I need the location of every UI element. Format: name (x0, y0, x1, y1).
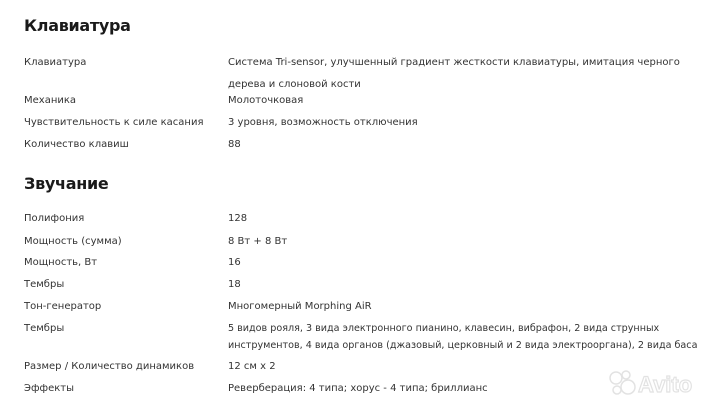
spec-value: 3 уровня, возможность отключения (228, 117, 418, 128)
spec-label: Мощность, Вт (24, 257, 98, 268)
spec-value: Реверберация: 4 типа; хорус - 4 типа; бриллианс (228, 383, 488, 394)
spec-row (0, 318, 720, 351)
spec-value: 5 видов рояля, 3 вида электронного пианино, клавесин, вибрафон, 2 вида струнных инструментов, 4 вида органов (джазовый, церковный и 2 вида электрооргана), 2 вида баса (228, 323, 698, 351)
spec-value: Система Tri-sensor, улучшенный градиент жесткости клавиатуры, имитация черного дерева и слоновой кости (228, 57, 680, 90)
spec-label: Тембры (24, 323, 65, 334)
spec-label: Тон-генератор (24, 301, 102, 312)
spec-label: Полифония (24, 213, 85, 224)
spec-value: 8 Вт + 8 Вт (228, 236, 288, 247)
spec-label: Тембры (24, 279, 65, 290)
spec-value: 16 (228, 257, 241, 268)
spec-value: 128 (228, 213, 248, 224)
spec-label: Чувствительность к силе касания (24, 117, 204, 128)
spec-value: 12 см х 2 (228, 361, 276, 372)
spec-value: 88 (228, 139, 241, 150)
spec-value: Молоточковая (228, 95, 304, 106)
spec-label: Эффекты (24, 383, 74, 394)
avito-watermark-logo (606, 366, 706, 400)
section-title-sound: Звучание (24, 174, 109, 193)
spec-label: Механика (24, 95, 77, 106)
section-title-keyboard: Клавиатура (24, 16, 131, 35)
spec-value: Многомерный Morphing AiR (228, 301, 372, 312)
svg-text:Avito: Avito (638, 372, 693, 397)
spec-label: Количество клавиш (24, 139, 129, 150)
spec-label: Клавиатура (24, 57, 87, 68)
spec-label: Мощность (сумма) (24, 236, 122, 247)
spec-value: 18 (228, 279, 241, 290)
spec-label: Размер / Количество динамиков (24, 361, 195, 372)
